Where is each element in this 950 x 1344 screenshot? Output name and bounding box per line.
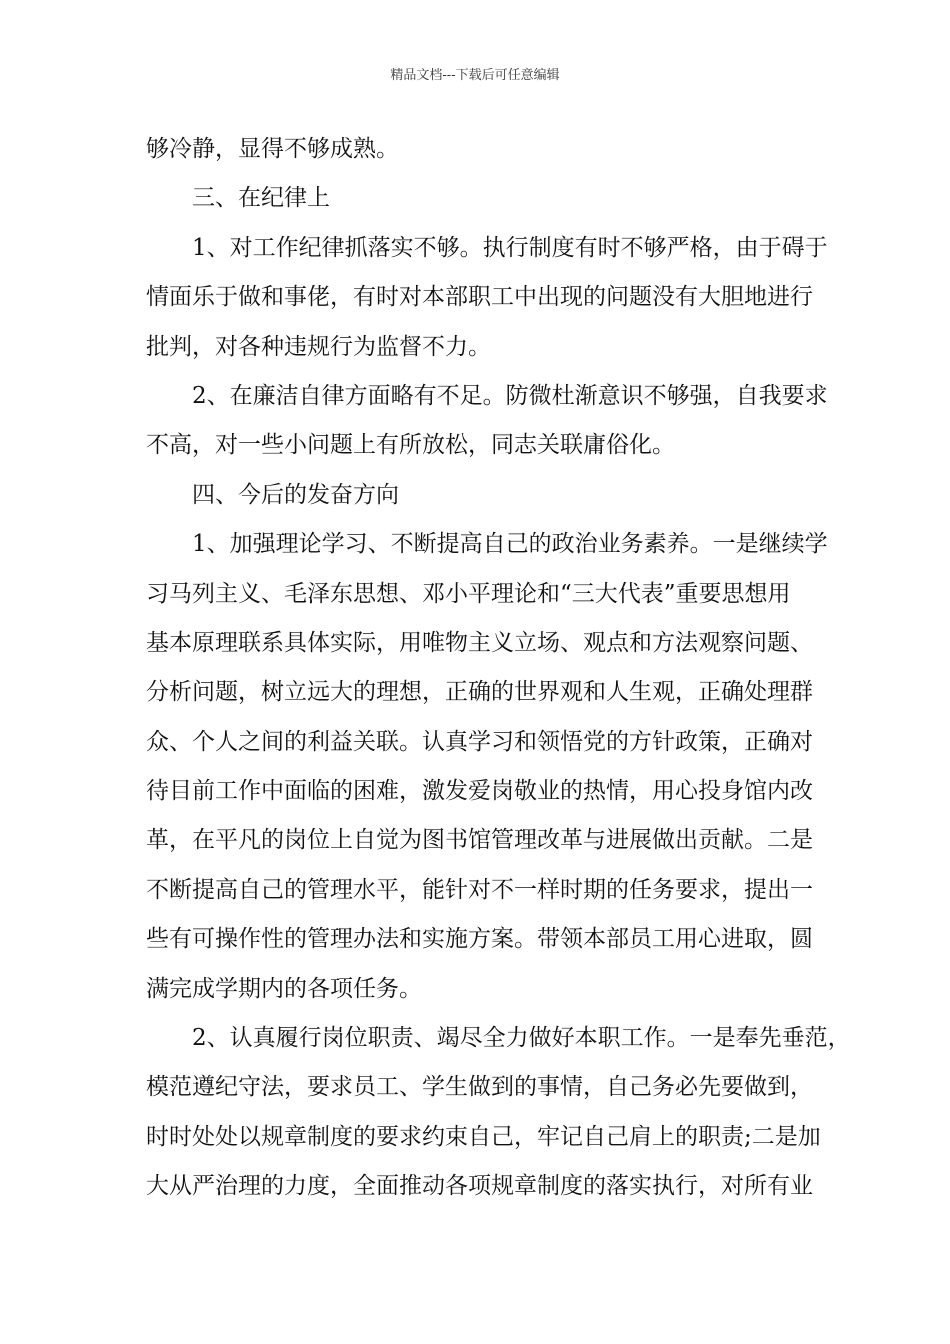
text-line: 不断提高自己的管理水平，能针对不一样时期的任务要求，提出一	[146, 876, 813, 903]
text-line: 1、加强理论学习、不断提高自己的政治业务素养。一是继续学	[192, 531, 828, 558]
section-heading: 三、在纪律上	[192, 185, 330, 212]
text-line: 模范遵纪守法，要求员工、学生做到的事情，自己务必先要做到，	[146, 1074, 813, 1101]
text-line: 待目前工作中面临的困难，激发爱岗敬业的热情，用心投身馆内改	[146, 778, 813, 805]
text-line: 革，在平凡的岗位上自觉为图书馆管理改革与进展做出贡献。二是	[146, 827, 813, 854]
text-line: 满完成学期内的各项任务。	[146, 975, 422, 1002]
text-line: 时时处处以规章制度的要求约束自己，牢记自己肩上的职责;二是加	[146, 1123, 821, 1150]
text-line: 习马列主义、毛泽东思想、邓小平理论和“三大代表”重要思想用	[146, 580, 791, 607]
text-line: 大从严治理的力度，全面推动各项规章制度的落实执行，对所有业	[146, 1173, 813, 1200]
text-line: 众、个人之间的利益关联。认真学习和领悟党的方针政策，正确对	[146, 728, 813, 755]
text-line: 些有可操作性的管理办法和实施方案。带领本部员工用心进取，圆	[146, 926, 813, 953]
text-line: 基本原理联系具体实际，用唯物主义立场、观点和方法观察问题、	[146, 629, 813, 656]
text-line: 批判，对各种违规行为监督不力。	[146, 333, 491, 360]
text-line: 情面乐于做和事佬，有时对本部职工中出现的问题没有大胆地进行	[146, 284, 813, 311]
text-line: 1、对工作纪律抓落实不够。执行制度有时不够严格，由于碍于	[192, 234, 828, 261]
section-heading: 四、今后的发奋方向	[192, 481, 399, 508]
text-line: 够冷静，显得不够成熟。	[146, 136, 399, 162]
text-line: 不高，对一些小问题上有所放松，同志关联庸俗化。	[146, 432, 675, 459]
document-body	[146, 125, 851, 1212]
text-line: 2、在廉洁自律方面略有不足。防微杜渐意识不够强，自我要求	[192, 382, 828, 409]
text-line: 分析问题，树立远大的理想，正确的世界观和人生观，正确处理群	[146, 679, 813, 706]
page-header: 精品文档---下载后可任意编辑	[390, 68, 560, 83]
text-line: 2、认真履行岗位职责、竭尽全力做好本职工作。一是奉先垂范，	[192, 1025, 851, 1052]
